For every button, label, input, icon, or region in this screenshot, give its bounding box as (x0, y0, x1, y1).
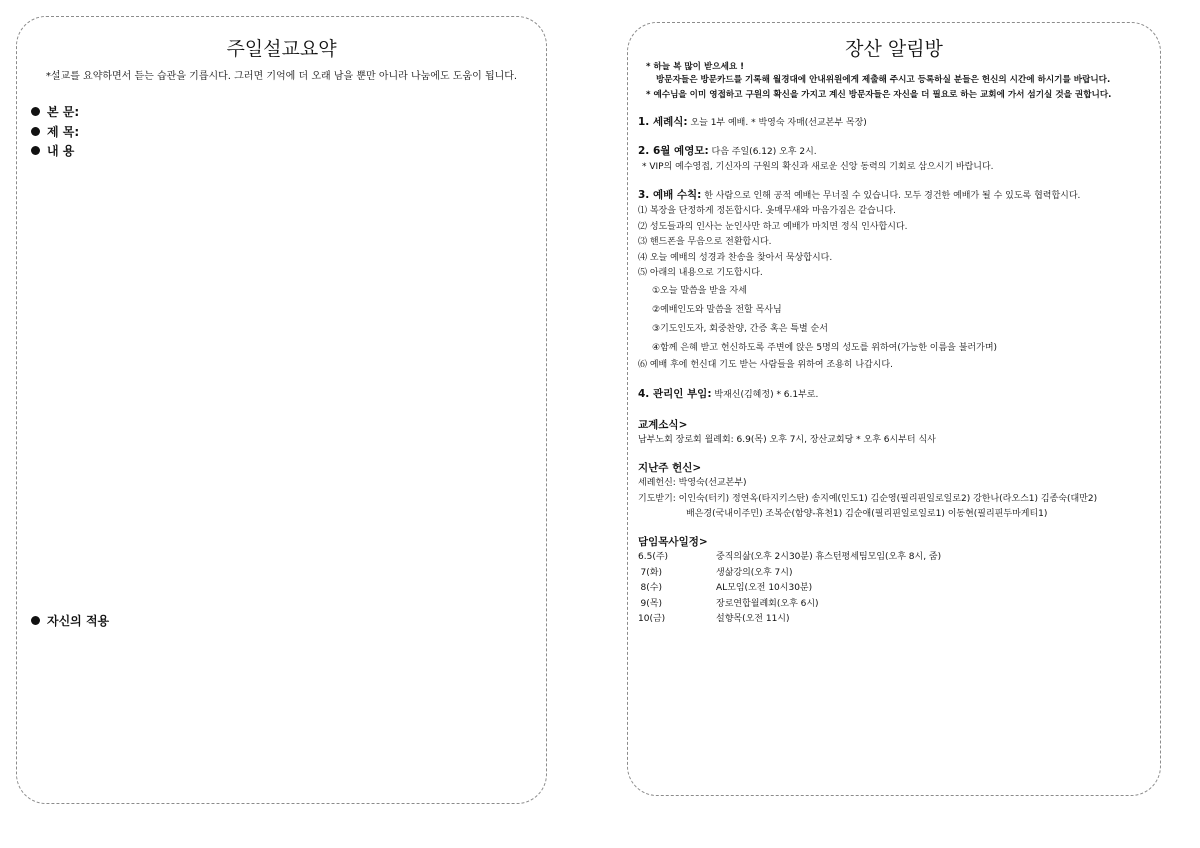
item-worship-rules: 3. 예배 수칙: 한 사람으로 인해 공적 예배는 무너질 수 있습니다. 모두 경건한 예배가 될 수 있도록 협력합시다. ⑴ 복장을 단정하게 정돈합시다. 옷매무새와 마음가짐은 같습니다. ⑵ 성도들과의 인사는 눈인사만 하고 예배가 마치면 정식 인사합시다. ⑶ 핸드폰을 무음으로 전환합시다. ⑷ 오늘 예배의 성경과 찬송을 찾아서 묵상합시다. ⑸ 아래의 내용으로 기도합시다. ①오늘 말씀을 받을 자세 ②예배인도와 말씀을 전할 목사님 ③기도인도자, 회중찬양, 간증 혹은 특별 순서 ④함께 은혜 받고 헌신하도록 주변에 앉은 5명의 성도를 위하여(가능한 이름을 불러가며) ⑹ 예배 후에 헌신대 기도 받는 사람들을 위하여 조용히 나갑시다. (638, 188, 1154, 374)
list-item: ①오늘 말씀을 받을 자세 (652, 285, 747, 296)
table-row: 6.5(주) 중직의삶(오후 2시30분) 휴스턴평세팀모임(오후 8시, 줌) (638, 552, 942, 562)
item-baptism: 1. 세례식: 오늘 1부 예배. * 박영숙 자매(선교본부 목장) (638, 116, 867, 128)
list-item: ③기도인도자, 회중찬양, 간증 혹은 특별 순서 (652, 323, 828, 334)
bullet-application: 자신의 적용 (31, 612, 109, 629)
bullet-subject: 제 목: (31, 123, 79, 140)
bullet-dot-icon (31, 146, 40, 155)
sermon-summary-title: 주일설교요약 (226, 38, 337, 60)
list-item: ④함께 은혜 받고 헌신하도록 주변에 앉은 5명의 성도를 위하여(가능한 이름을 불러가며) (652, 342, 998, 353)
bullet-dot-icon (31, 616, 40, 625)
item-manager: 4. 관리인 부임: 박재신(김혜정) * 6.1부로. (638, 388, 819, 400)
church-news: 교계소식> 남부노회 장로회 월례회: 6.9(목) 오후 7시, 장산교회당 * 오후 6시부터 식사 (638, 418, 936, 445)
bullet-content: 내 용 (31, 142, 74, 159)
list-item: ②예배인도와 말씀을 전할 목사님 (652, 304, 782, 315)
announcements-content (638, 115, 1154, 628)
sermon-summary-panel (16, 16, 547, 804)
last-week-offering: 지난주 헌신> 세례헌신: 박영숙(선교본부) 기도받기: 이인숙(터키) 정연옥(타지키스탄) 송지예(인도1) 김순영(필리핀일로일로2) 강한나(라오스1) 김종숙(대만2) 배은경(국내이주민) 조복순(함양-휴천1) 김순애(필리핀일로일로1) 이동현(필리핀두마게티1) (638, 461, 1098, 519)
list-item: ⑹ 예배 후에 헌신대 기도 받는 사람들을 위하여 조용히 나갑시다. (638, 359, 893, 370)
table-row: 9(목) 장로연합월례회(오후 6시) (640, 598, 819, 609)
visitor-notice: * 하늘 복 많이 받으세요 ! 방문자들은 방문카드를 기록해 월경대에 안내위원에게 제출해 주시고 등록하실 분들은 헌신의 시간에 하시기를 바랍니다. * 예수님을 이미 영접하고 구원의 확신을 가지고 계신 방문자들은 자신을 더 필요로 하는 교회에 가서 섬기실 것을 권합니다. (646, 62, 1112, 100)
list-item: ⑸ 아래의 내용으로 기도합시다. (638, 268, 763, 278)
table-row: 10(금) 설향목(오전 11시) (638, 614, 790, 624)
list-item: ⑴ 복장을 단정하게 정돈합시다. 옷매무새와 마음가짐은 같습니다. (638, 206, 896, 216)
bullet-dot-icon (31, 127, 40, 136)
list-item: ⑵ 성도들과의 인사는 눈인사만 하고 예배가 마치면 정식 인사합시다. (638, 221, 908, 232)
sermon-summary-lead: *설교를 요약하면서 듣는 습관을 기릅시다. 그러면 기억에 더 오래 남을 뿐만 아니라 나눔에도 도움이 됩니다. (45, 71, 518, 82)
bullet-dot-icon (31, 107, 40, 116)
list-item: ⑷ 오늘 예배의 성경과 찬송을 찾아서 묵상합시다. (638, 252, 833, 263)
table-row: 7(화) 생삶강의(오후 7시) (640, 567, 793, 578)
pastor-schedule: 담임목사일정> 6.5(주) 중직의삶(오후 2시30분) 휴스턴평세팀모임(오후 8시, 줌) 7(화) 생삶강의(오후 7시) 8(수) AL모임(오전 10시30분) 9(목) 장로연합월례회(오후 6시) 10(금) 설향목(오전 11시) (638, 535, 1154, 628)
list-item: ⑶ 핸드폰을 무음으로 전환합시다. (638, 237, 772, 247)
item-worship-meeting: 2. 6월 예영모: 다음 주일(6.12) 오후 2시. * VIP의 예수영접, 기신자의 구원의 확신과 새로운 신앙 동력의 기회로 삼으시기 바랍니다. (638, 144, 994, 172)
announcements-panel (627, 22, 1161, 796)
table-row: 8(수) AL모임(오전 10시30분) (640, 583, 813, 593)
bullet-scripture: 본 문: (31, 103, 79, 120)
announcements-title: 장산 알림방 (845, 38, 943, 60)
